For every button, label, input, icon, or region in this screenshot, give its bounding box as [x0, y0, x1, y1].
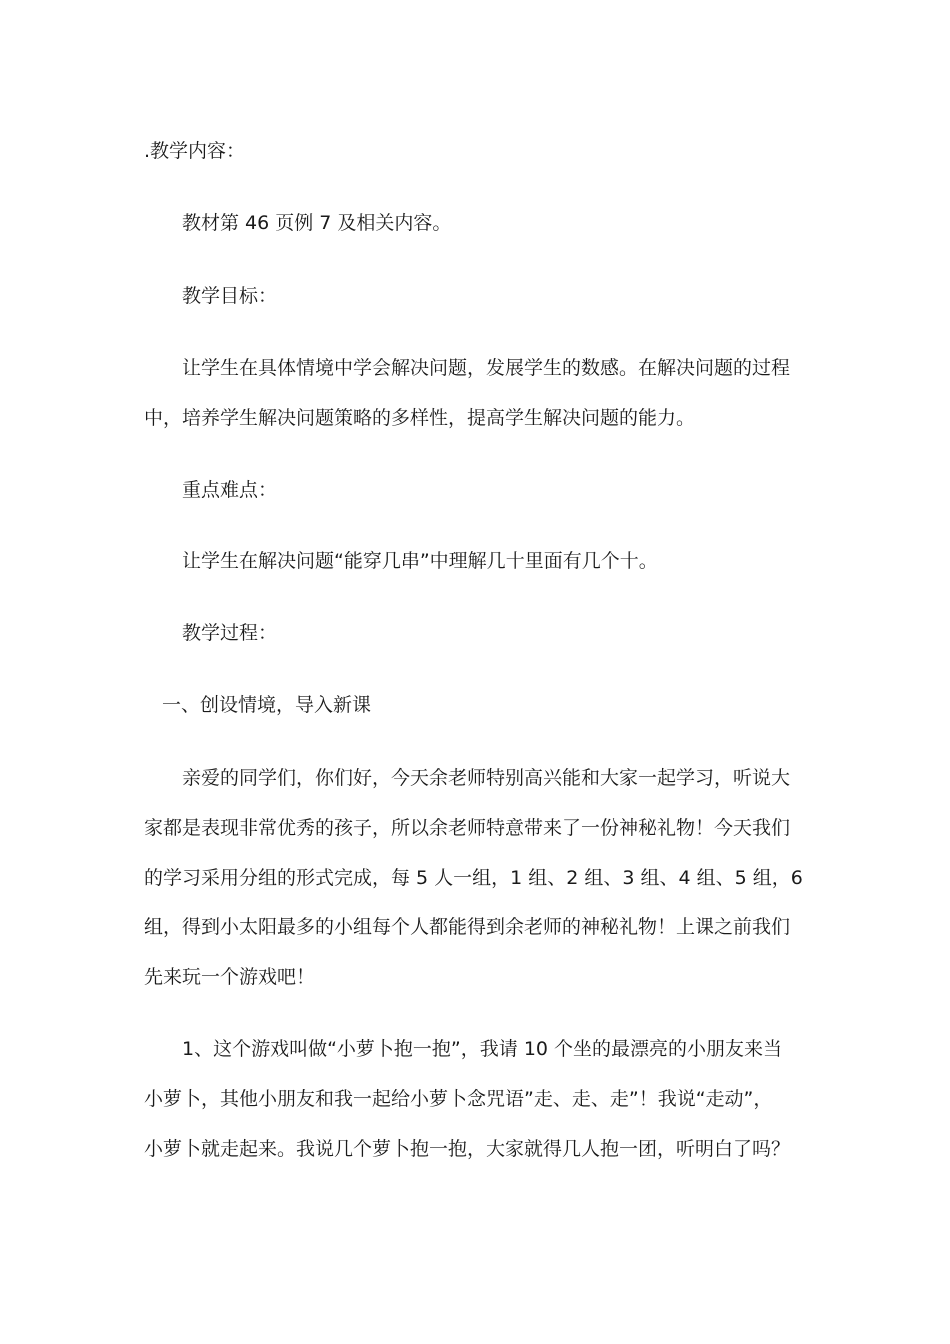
paragraph-intro-line-4: 组，得到小太阳最多的小组每个人都能得到余老师的神秘礼物！上课之前我们 — [144, 916, 791, 938]
paragraph-goals-line-2: 中，培养学生解决问题策略的多样性，提高学生解决问题的能力。 — [144, 407, 696, 429]
heading-teaching-content: .教学内容： — [144, 140, 246, 162]
paragraph-intro-line-3: 的学习采用分组的形式完成，每 5 人一组，1 组、2 组、3 组、4 组、5 组，6 — [144, 867, 803, 889]
section-heading-1: 一、创设情境，导入新课 — [162, 694, 372, 716]
paragraph-game-line-1: 1、这个游戏叫做“小萝卜抱一抱”，我请 10 个坐的最漂亮的小朋友来当 — [182, 1038, 783, 1060]
paragraph-goals-line-1: 让学生在具体情境中学会解决问题，发展学生的数感。在解决问题的过程 — [182, 357, 791, 379]
heading-teaching-goals: 教学目标： — [182, 285, 278, 307]
paragraph-intro-line-5: 先来玩一个游戏吧！ — [144, 966, 316, 988]
paragraph-game-line-3: 小萝卜就走起来。我说几个萝卜抱一抱，大家就得几人抱一团，听明白了吗？ — [144, 1138, 791, 1160]
paragraph-textbook-reference: 教材第 46 页例 7 及相关内容。 — [182, 212, 452, 234]
paragraph-game-line-2: 小萝卜，其他小朋友和我一起给小萝卜念咒语”走、走、走”！我说“走动”， — [144, 1088, 773, 1110]
heading-key-difficulties: 重点难点： — [182, 479, 278, 501]
heading-teaching-process: 教学过程： — [182, 622, 278, 644]
paragraph-intro-line-2: 家都是表现非常优秀的孩子，所以余老师特意带来了一份神秘礼物！今天我们 — [144, 817, 791, 839]
paragraph-key-difficulties: 让学生在解决问题“能穿几串”中理解几十里面有几个十。 — [182, 550, 658, 572]
paragraph-intro-line-1: 亲爱的同学们，你们好，今天余老师特别高兴能和大家一起学习，听说大 — [182, 767, 791, 789]
